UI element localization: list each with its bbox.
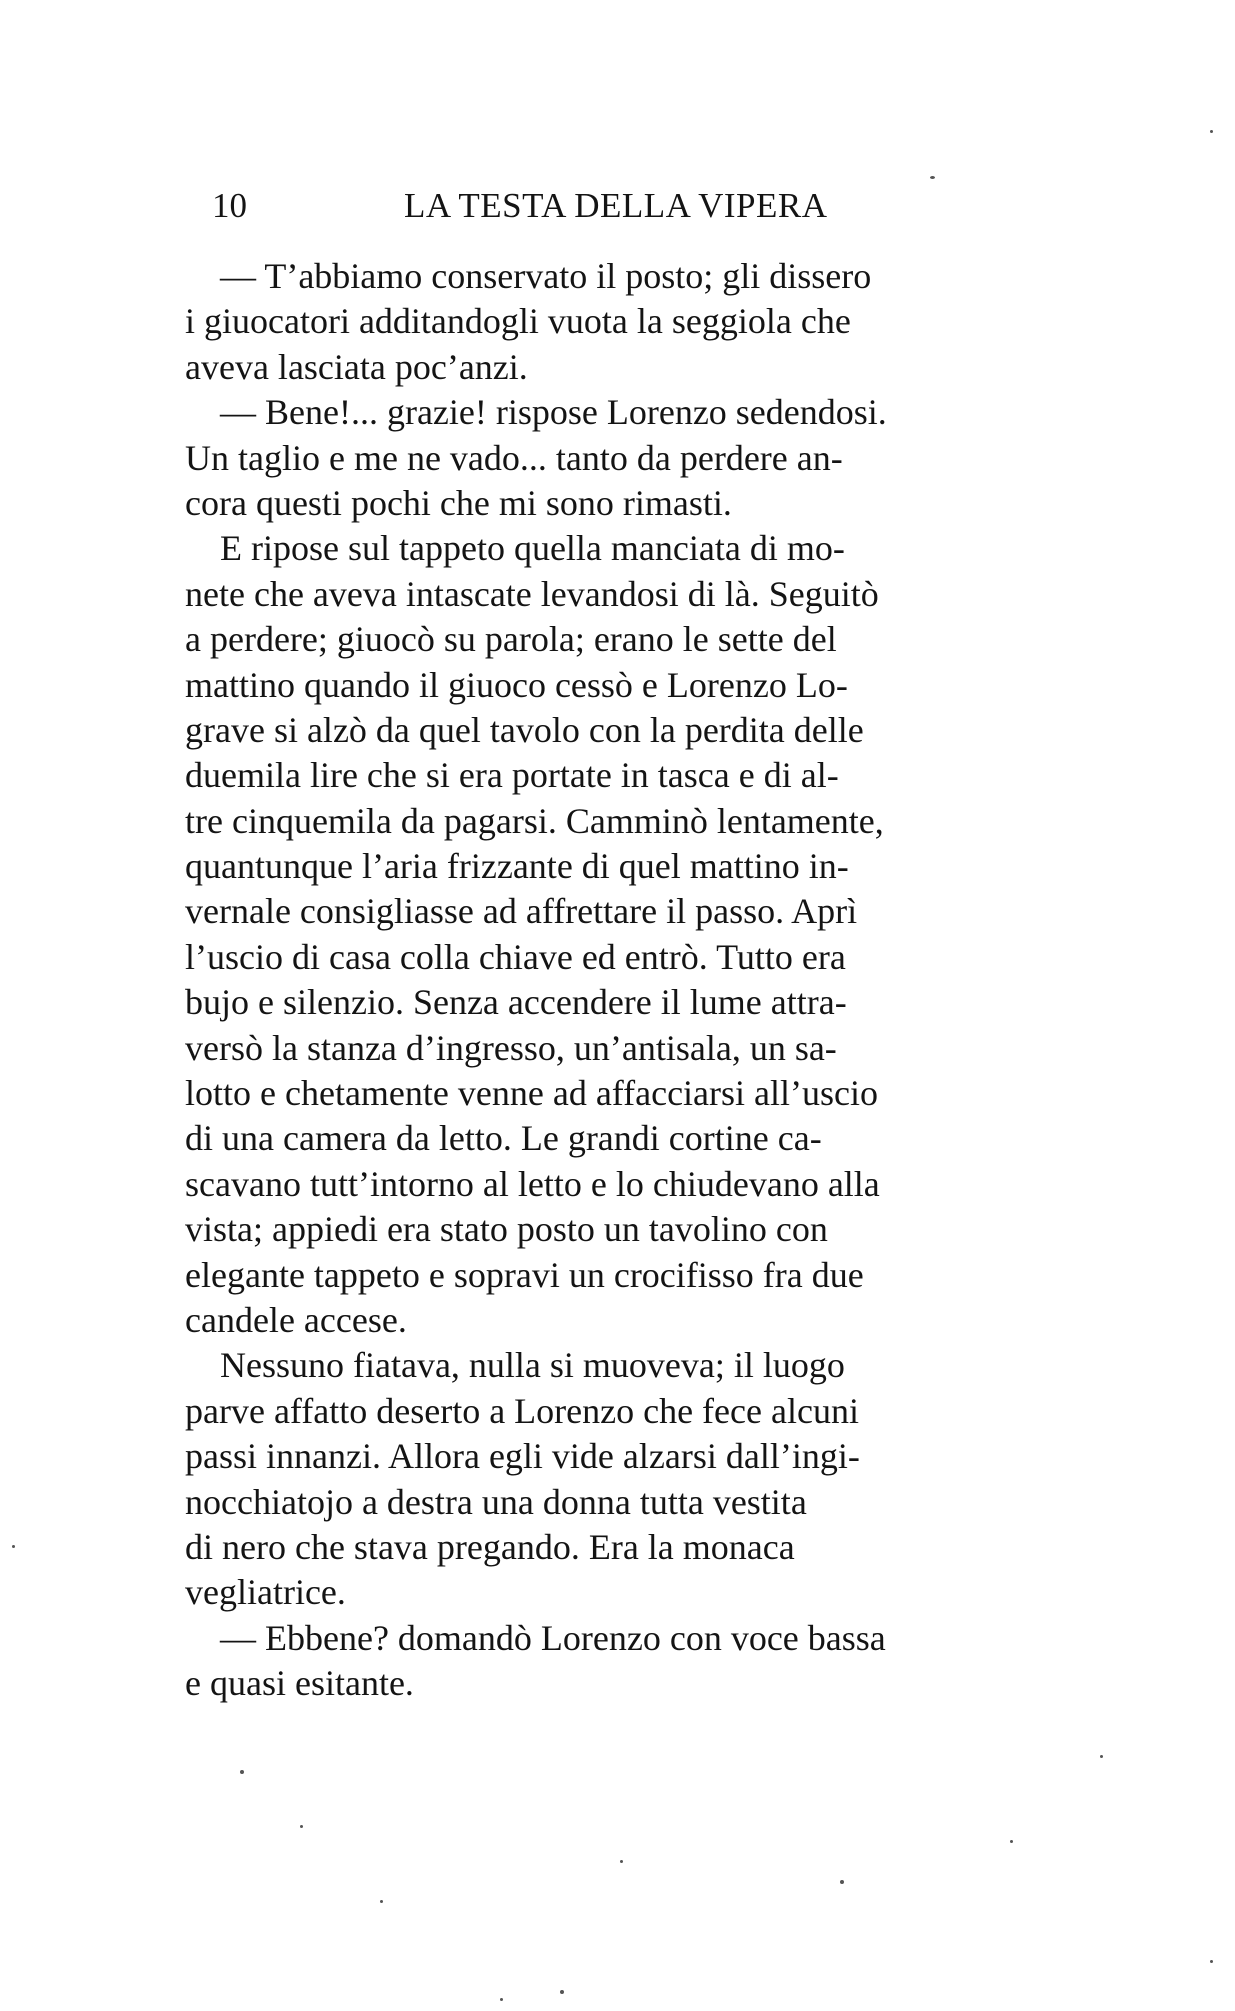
text-line: cora questi pochi che mi sono rimasti. — [185, 482, 732, 523]
text-line: nete che aveva intascate levandosi di là. Seguitò — [185, 573, 879, 614]
page-number: 10 — [212, 186, 247, 225]
text-line: E ripose sul tappeto quella manciata di mo- — [220, 528, 845, 569]
text-line: — Ebbene? domandò Lorenzo con voce bassa — [220, 1617, 886, 1658]
running-title: LA TESTA DELLA VIPERA — [404, 186, 828, 225]
text-line: — T’abbiamo conservato il posto; gli dissero — [220, 256, 872, 296]
scan-speck — [12, 1545, 15, 1548]
scan-speck — [500, 1998, 503, 2001]
text-line: vista; appiedi era stato posto un tavolino con — [185, 1209, 828, 1250]
text-line: parve affatto deserto a Lorenzo che fece alcuni — [185, 1390, 859, 1431]
text-line: aveva lasciata poc’anzi. — [185, 346, 528, 387]
text-line: grave si alzò da quel tavolo con la perdita delle — [185, 709, 864, 750]
text-line: nocchiatojo a destra una donna tutta vestita — [185, 1481, 807, 1522]
scan-speck — [380, 1900, 383, 1903]
scan-speck — [930, 176, 935, 179]
text-line: i giuocatori additandogli vuota la seggiola che — [185, 301, 851, 342]
text-line: — Bene!... grazie! rispose Lorenzo sedendosi. — [220, 392, 887, 433]
scan-speck — [1210, 130, 1213, 133]
text-line: bujo e silenzio. Senza accendere il lume attra- — [185, 982, 847, 1023]
text-line: versò la stanza d’ingresso, un’antisala, un sa- — [185, 1027, 837, 1068]
text-line: elegante tappeto e sopravi un crocifisso fra due — [185, 1254, 864, 1295]
text-line: candele accese. — [185, 1299, 407, 1340]
page-header — [212, 186, 1112, 236]
text-line: passi innanzi. Allora egli vide alzarsi dall’ingi- — [185, 1436, 860, 1477]
text-line: tre cinquemila da pagarsi. Camminò lentamente, — [185, 800, 884, 841]
text-line: vegliatrice. — [185, 1572, 346, 1613]
text-line: Nessuno fiatava, nulla si muoveva; il luogo — [220, 1345, 845, 1386]
text-line: a perdere; giuocò su parola; erano le sette del — [185, 619, 837, 660]
scan-speck — [1010, 1840, 1013, 1843]
scan-speck — [240, 1770, 244, 1774]
scan-speck — [840, 1880, 844, 1884]
text-line: e quasi esitante. — [185, 1663, 414, 1704]
scan-speck — [1210, 1960, 1213, 1963]
text-line: quantunque l’aria frizzante di quel mattino in- — [185, 846, 849, 887]
scan-speck — [620, 1860, 623, 1863]
text-line: di una camera da letto. Le grandi cortine ca- — [185, 1118, 822, 1159]
text-line: lotto e chetamente venne ad affacciarsi all’uscio — [185, 1073, 878, 1114]
text-line: vernale consigliasse ad affrettare il passo. Aprì — [185, 891, 858, 932]
scan-speck — [300, 1825, 303, 1828]
text-line: mattino quando il giuoco cessò e Lorenzo Lo- — [185, 664, 848, 705]
scan-speck — [560, 1990, 564, 1994]
text-line: Un taglio e me ne vado... tanto da perdere an- — [185, 437, 843, 478]
text-line: scavano tutt’intorno al letto e lo chiudevano alla — [185, 1163, 880, 1204]
body-text — [185, 254, 1100, 1707]
scan-speck — [1100, 1755, 1103, 1758]
text-line: l’uscio di casa colla chiave ed entrò. Tutto era — [185, 936, 846, 977]
text-line: di nero che stava pregando. Era la monaca — [185, 1526, 795, 1567]
text-line: duemila lire che si era portate in tasca e di al- — [185, 755, 839, 796]
